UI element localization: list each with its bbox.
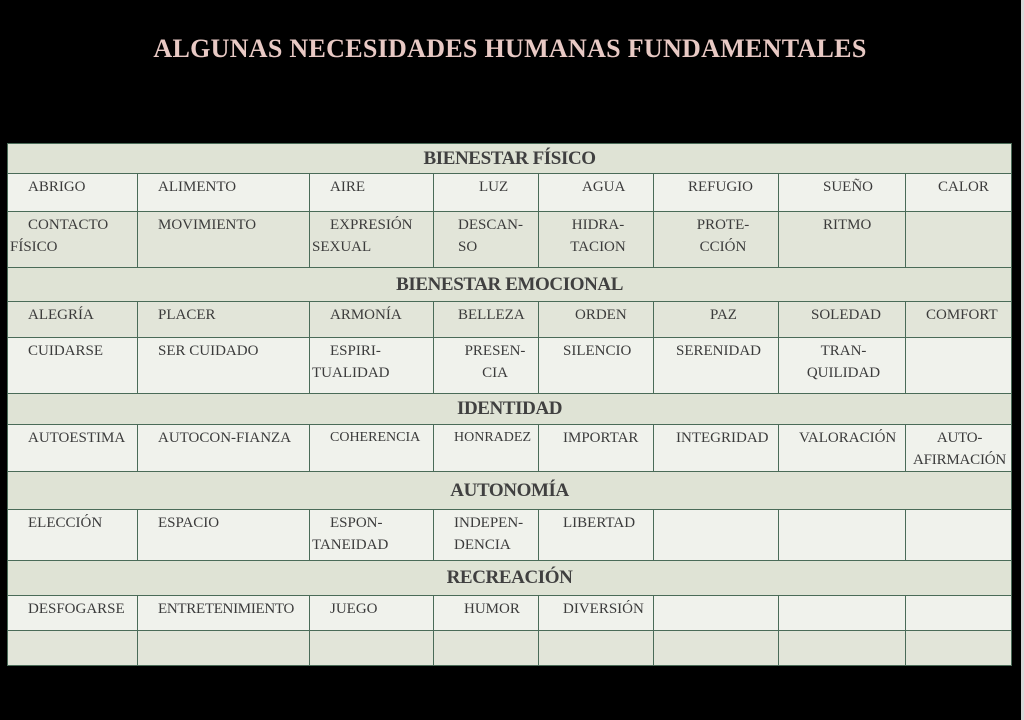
table-cell bbox=[906, 510, 1012, 561]
table-cell: INTEGRIDAD bbox=[654, 425, 779, 472]
table-cell: HIDRA-TACION bbox=[539, 212, 654, 268]
table-cell: JUEGO bbox=[310, 596, 434, 631]
table-cell: ORDEN bbox=[539, 302, 654, 338]
table-cell bbox=[8, 631, 138, 666]
section-heading-autonomia: AUTONOMÍA bbox=[8, 472, 1012, 510]
table-cell: ESPON-TANEIDAD bbox=[310, 510, 434, 561]
table-cell bbox=[906, 596, 1012, 631]
table-cell: ABRIGO bbox=[8, 174, 138, 212]
table-cell: SUEÑO bbox=[779, 174, 906, 212]
table-cell: BELLEZA bbox=[434, 302, 539, 338]
table-cell: LUZ bbox=[434, 174, 539, 212]
table-cell: ENTRETENIMIENTO bbox=[138, 596, 310, 631]
table-cell: ALEGRÍA bbox=[8, 302, 138, 338]
table-cell bbox=[539, 631, 654, 666]
section-heading-bienestar-fisico: BIENESTAR FÍSICO bbox=[8, 144, 1012, 174]
table-cell: ARMONÍA bbox=[310, 302, 434, 338]
table-cell: SERENIDAD bbox=[654, 338, 779, 394]
table-cell bbox=[906, 212, 1012, 268]
table-cell bbox=[906, 338, 1012, 394]
table-cell: CALOR bbox=[906, 174, 1012, 212]
table-cell bbox=[654, 510, 779, 561]
table-cell: PROTE-CCIÓN bbox=[654, 212, 779, 268]
table-cell: ALIMENTO bbox=[138, 174, 310, 212]
table-cell: HUMOR bbox=[434, 596, 539, 631]
table-cell: ESPIRI-TUALIDAD bbox=[310, 338, 434, 394]
table-cell: REFUGIO bbox=[654, 174, 779, 212]
table-cell: PRESEN-CIA bbox=[434, 338, 539, 394]
table-cell: SILENCIO bbox=[539, 338, 654, 394]
table-cell: ELECCIÓN bbox=[8, 510, 138, 561]
table-cell: RITMO bbox=[779, 212, 906, 268]
table-cell bbox=[434, 631, 539, 666]
table-cell bbox=[779, 596, 906, 631]
table-cell: AUTO-AFIRMACIÓN bbox=[906, 425, 1012, 472]
table-cell: EXPRESIÓN SEXUAL bbox=[310, 212, 434, 268]
table-cell: DESFOGARSE bbox=[8, 596, 138, 631]
table-cell bbox=[906, 631, 1012, 666]
table-cell bbox=[138, 631, 310, 666]
table-cell bbox=[654, 596, 779, 631]
table-cell: IMPORTAR bbox=[539, 425, 654, 472]
table-cell: AGUA bbox=[539, 174, 654, 212]
table-cell bbox=[779, 631, 906, 666]
table-cell: PAZ bbox=[654, 302, 779, 338]
table-cell: SOLEDAD bbox=[779, 302, 906, 338]
table-cell: INDEPEN-DENCIA bbox=[434, 510, 539, 561]
table-cell: CUIDARSE bbox=[8, 338, 138, 394]
table-cell bbox=[779, 510, 906, 561]
table-cell: CONTACTO FÍSICO bbox=[8, 212, 138, 268]
table-cell: SER CUIDADO bbox=[138, 338, 310, 394]
table-cell: COMFORT bbox=[906, 302, 1012, 338]
section-heading-recreacion: RECREACIÓN bbox=[8, 561, 1012, 596]
table-cell: AUTOESTIMA bbox=[8, 425, 138, 472]
table-cell: ESPACIO bbox=[138, 510, 310, 561]
table-cell bbox=[654, 631, 779, 666]
table-cell: LIBERTAD bbox=[539, 510, 654, 561]
table-cell: VALORACIÓN bbox=[779, 425, 906, 472]
table-cell: PLACER bbox=[138, 302, 310, 338]
needs-table bbox=[7, 143, 1012, 666]
table-cell: MOVIMIENTO bbox=[138, 212, 310, 268]
section-heading-bienestar-emocional: BIENESTAR EMOCIONAL bbox=[8, 268, 1012, 302]
table-cell: TRAN-QUILIDAD bbox=[779, 338, 906, 394]
table-cell: AUTOCON-FIANZA bbox=[138, 425, 310, 472]
table-cell: DIVERSIÓN bbox=[539, 596, 654, 631]
page-title: ALGUNAS NECESIDADES HUMANAS FUNDAMENTALES bbox=[153, 34, 867, 63]
table-cell bbox=[310, 631, 434, 666]
table-cell: DESCAN-SO bbox=[434, 212, 539, 268]
table-cell: COHERENCIA bbox=[310, 425, 434, 472]
section-heading-identidad: IDENTIDAD bbox=[8, 394, 1012, 425]
table-cell: AIRE bbox=[310, 174, 434, 212]
table-cell: HONRADEZ bbox=[434, 425, 539, 472]
